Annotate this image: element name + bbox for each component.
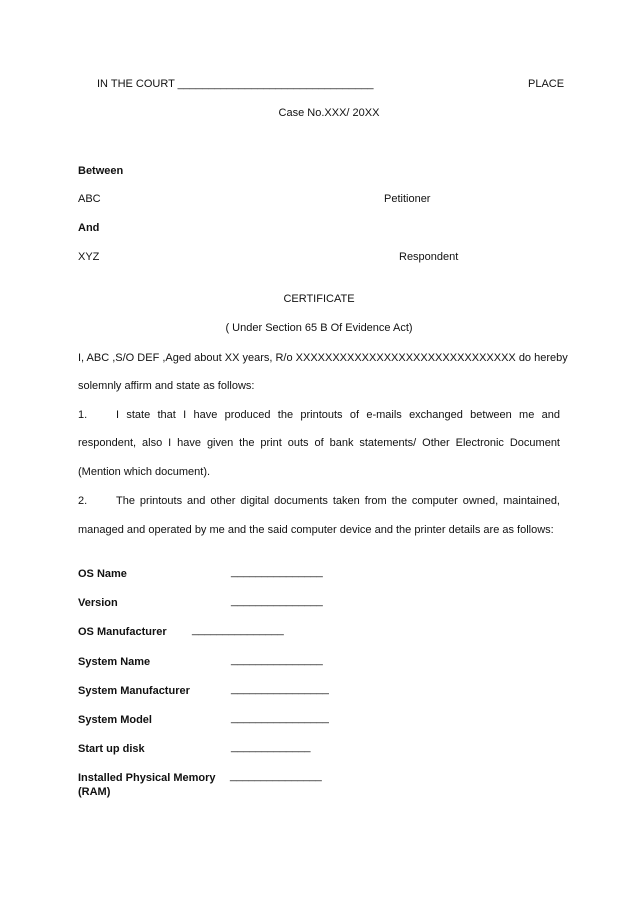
field-blank-startup-disk: _____________ — [231, 741, 311, 753]
field-label-system-model: System Model — [78, 714, 152, 726]
respondent-name: XYZ — [78, 251, 100, 263]
paragraph-1-line-1: I state that I have produced the printouts of e-mails exchanged between me and — [116, 409, 560, 421]
respondent-role: Respondent — [399, 251, 459, 263]
place-label: PLACE — [528, 78, 565, 90]
court-label: IN THE COURT ________________________________ — [97, 78, 374, 90]
paragraph-2-line-2: managed and operated by me and the said computer device and the printer details are as follows: — [78, 524, 554, 536]
field-label-startup-disk: Start up disk — [78, 743, 145, 755]
paragraph-1-line-2: respondent, also I have given the print outs of bank statements/ Other Electronic Document — [78, 437, 560, 449]
field-label-os-name: OS Name — [78, 568, 127, 580]
field-blank-system-name: _______________ — [231, 654, 323, 666]
field-blank-os-manufacturer: _______________ — [192, 624, 284, 636]
field-blank-system-manufacturer: ________________ — [231, 683, 329, 695]
intro-line-1: I, ABC ,S/O DEF ,Aged about XX years, R/o XXXXXXXXXXXXXXXXXXXXXXXXXXXXXX do hereby — [78, 352, 568, 364]
intro-line-2: solemnly affirm and state as follows: — [78, 380, 255, 392]
field-label-os-manufacturer: OS Manufacturer — [78, 626, 167, 638]
field-label-version: Version — [78, 597, 118, 609]
paragraph-2-number: 2. — [78, 495, 88, 507]
petitioner-role: Petitioner — [384, 193, 431, 205]
paragraph-1-line-3: (Mention which document). — [78, 466, 211, 478]
and-heading: And — [78, 222, 100, 234]
field-label-installed-memory-ram: (RAM) — [78, 786, 111, 798]
field-label-installed-memory: Installed Physical Memory — [78, 772, 216, 784]
certificate-title: CERTIFICATE — [283, 293, 355, 305]
field-label-system-name: System Name — [78, 656, 151, 668]
paragraph-1-number: 1. — [78, 409, 88, 421]
between-heading: Between — [78, 165, 124, 177]
certificate-subtitle: ( Under Section 65 B Of Evidence Act) — [225, 322, 413, 334]
paragraph-2-line-1: The printouts and other digital documents taken from the computer owned, maintained, — [116, 495, 560, 507]
petitioner-name: ABC — [78, 193, 101, 205]
field-label-system-manufacturer: System Manufacturer — [78, 685, 190, 697]
field-blank-os-name: _______________ — [231, 566, 323, 578]
field-blank-system-model: ________________ — [231, 712, 329, 724]
case-number: Case No.XXX/ 20XX — [278, 107, 380, 119]
field-blank-installed-memory: _______________ — [230, 770, 322, 782]
field-blank-version: _______________ — [231, 595, 323, 607]
